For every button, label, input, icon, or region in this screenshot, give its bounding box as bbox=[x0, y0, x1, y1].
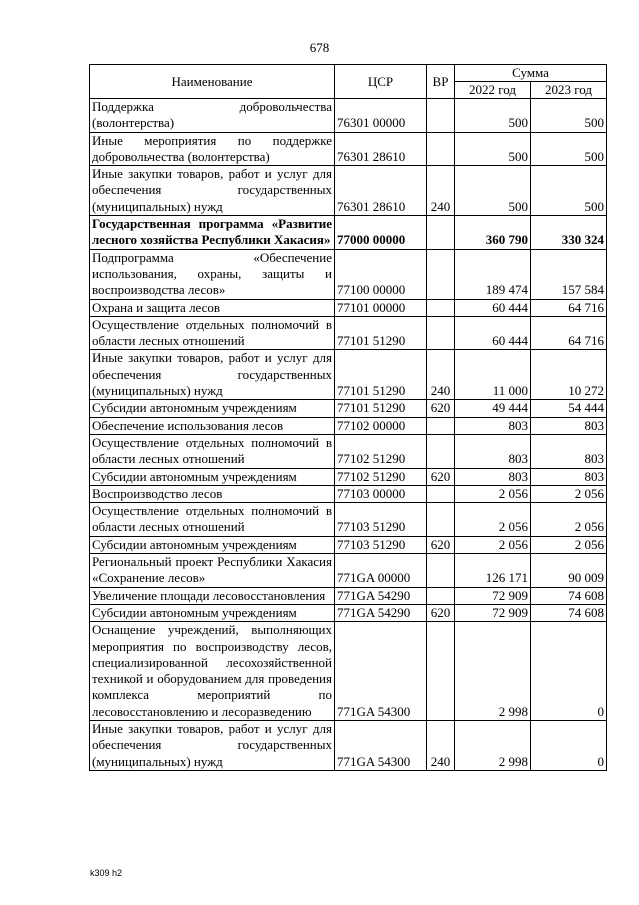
row-vr bbox=[427, 132, 455, 166]
row-vr: 620 bbox=[427, 468, 455, 485]
table-row bbox=[90, 400, 607, 417]
row-name: Иные мероприятия по поддержке добровольчества (волонтерства) bbox=[90, 132, 335, 166]
row-amount-2023: 0 bbox=[531, 720, 607, 770]
table-row bbox=[90, 720, 607, 770]
row-name: Субсидии автономным учреждениям bbox=[90, 536, 335, 553]
budget-table bbox=[89, 64, 607, 771]
row-csr: 77101 51290 bbox=[335, 400, 427, 417]
row-csr: 76301 00000 bbox=[335, 99, 427, 133]
row-vr: 240 bbox=[427, 350, 455, 400]
row-amount-2022: 2 998 bbox=[455, 720, 531, 770]
row-amount-2022: 803 bbox=[455, 417, 531, 434]
row-amount-2022: 72 909 bbox=[455, 604, 531, 621]
row-vr bbox=[427, 503, 455, 537]
row-amount-2022: 2 056 bbox=[455, 536, 531, 553]
row-csr: 77000 00000 bbox=[335, 216, 427, 250]
row-amount-2023: 64 716 bbox=[531, 299, 607, 316]
table-row bbox=[90, 622, 607, 721]
row-amount-2023: 64 716 bbox=[531, 316, 607, 350]
row-csr: 771GA 54290 bbox=[335, 604, 427, 621]
row-name: Государственная программа «Развитие лесного хозяйства Республики Хакасия» bbox=[90, 216, 335, 250]
row-csr: 771GA 54290 bbox=[335, 587, 427, 604]
row-name: Иные закупки товаров, работ и услуг для обеспечения государственных (муниципальных) нужд bbox=[90, 166, 335, 216]
table-row bbox=[90, 166, 607, 216]
row-csr: 77102 00000 bbox=[335, 417, 427, 434]
row-name: Оснащение учреждений, выполняющих мероприятия по воспроизводству лесов, специализированной лесохозяйственной техникой и оборудованием для проведения комплекса мероприятий по лесовосстановлению и лесоразведению bbox=[90, 622, 335, 721]
row-amount-2023: 2 056 bbox=[531, 503, 607, 537]
row-amount-2022: 2 998 bbox=[455, 622, 531, 721]
row-amount-2022: 72 909 bbox=[455, 587, 531, 604]
row-vr bbox=[427, 434, 455, 468]
header-year-2023: 2023 год bbox=[531, 82, 607, 99]
row-amount-2023: 2 056 bbox=[531, 485, 607, 502]
table-row bbox=[90, 99, 607, 133]
row-amount-2022: 803 bbox=[455, 434, 531, 468]
row-csr: 76301 28610 bbox=[335, 166, 427, 216]
row-name: Иные закупки товаров, работ и услуг для обеспечения государственных (муниципальных) нужд bbox=[90, 720, 335, 770]
header-vr: ВР bbox=[427, 65, 455, 99]
row-name: Воспроизводство лесов bbox=[90, 485, 335, 502]
row-amount-2023: 10 272 bbox=[531, 350, 607, 400]
row-amount-2023: 74 608 bbox=[531, 604, 607, 621]
row-vr bbox=[427, 587, 455, 604]
row-amount-2022: 500 bbox=[455, 166, 531, 216]
row-amount-2022: 500 bbox=[455, 99, 531, 133]
row-amount-2023: 0 bbox=[531, 622, 607, 721]
row-vr bbox=[427, 249, 455, 299]
row-vr bbox=[427, 554, 455, 588]
row-amount-2022: 11 000 bbox=[455, 350, 531, 400]
row-amount-2022: 360 790 bbox=[455, 216, 531, 250]
row-name: Субсидии автономным учреждениям bbox=[90, 604, 335, 621]
row-csr: 77103 51290 bbox=[335, 536, 427, 553]
table-body bbox=[90, 99, 607, 771]
row-name: Осуществление отдельных полномочий в области лесных отношений bbox=[90, 316, 335, 350]
row-vr: 240 bbox=[427, 166, 455, 216]
header-csr: ЦСР bbox=[335, 65, 427, 99]
table-row bbox=[90, 417, 607, 434]
row-csr: 77102 51290 bbox=[335, 468, 427, 485]
row-csr: 77103 51290 bbox=[335, 503, 427, 537]
page-number: 678 bbox=[309, 40, 330, 55]
row-csr: 77103 00000 bbox=[335, 485, 427, 502]
row-csr: 77101 51290 bbox=[335, 350, 427, 400]
row-name: Субсидии автономным учреждениям bbox=[90, 468, 335, 485]
row-vr: 620 bbox=[427, 604, 455, 621]
row-amount-2022: 49 444 bbox=[455, 400, 531, 417]
row-amount-2023: 803 bbox=[531, 434, 607, 468]
footer-code: k309 h2 bbox=[90, 868, 123, 878]
row-amount-2022: 189 474 bbox=[455, 249, 531, 299]
row-amount-2022: 60 444 bbox=[455, 316, 531, 350]
row-csr: 771GA 54300 bbox=[335, 622, 427, 721]
row-vr bbox=[427, 417, 455, 434]
row-name: Увеличение площади лесовосстановления bbox=[90, 587, 335, 604]
row-vr bbox=[427, 216, 455, 250]
row-amount-2022: 2 056 bbox=[455, 503, 531, 537]
row-vr bbox=[427, 622, 455, 721]
header-year-2022: 2022 год bbox=[455, 82, 531, 99]
table-row bbox=[90, 536, 607, 553]
row-amount-2022: 60 444 bbox=[455, 299, 531, 316]
row-amount-2022: 500 bbox=[455, 132, 531, 166]
row-amount-2023: 803 bbox=[531, 468, 607, 485]
row-csr: 77101 00000 bbox=[335, 299, 427, 316]
table-row bbox=[90, 316, 607, 350]
header-sum: Сумма bbox=[455, 65, 607, 82]
row-vr bbox=[427, 316, 455, 350]
row-amount-2022: 803 bbox=[455, 468, 531, 485]
row-name: Осуществление отдельных полномочий в области лесных отношений bbox=[90, 434, 335, 468]
row-vr: 620 bbox=[427, 400, 455, 417]
row-amount-2023: 2 056 bbox=[531, 536, 607, 553]
table-row bbox=[90, 434, 607, 468]
row-amount-2023: 500 bbox=[531, 99, 607, 133]
row-csr: 771GA 00000 bbox=[335, 554, 427, 588]
row-amount-2023: 157 584 bbox=[531, 249, 607, 299]
table-row bbox=[90, 587, 607, 604]
row-amount-2023: 330 324 bbox=[531, 216, 607, 250]
row-amount-2022: 2 056 bbox=[455, 485, 531, 502]
row-name: Поддержка добровольчества (волонтерства) bbox=[90, 99, 335, 133]
row-csr: 77101 51290 bbox=[335, 316, 427, 350]
row-amount-2022: 126 171 bbox=[455, 554, 531, 588]
row-name: Иные закупки товаров, работ и услуг для обеспечения государственных (муниципальных) нужд bbox=[90, 350, 335, 400]
row-name: Региональный проект Республики Хакасия «Сохранение лесов» bbox=[90, 554, 335, 588]
table-row bbox=[90, 249, 607, 299]
row-amount-2023: 74 608 bbox=[531, 587, 607, 604]
table-row bbox=[90, 132, 607, 166]
row-vr bbox=[427, 485, 455, 502]
row-csr: 77100 00000 bbox=[335, 249, 427, 299]
table-row bbox=[90, 503, 607, 537]
table-row bbox=[90, 485, 607, 502]
row-csr: 771GA 54300 bbox=[335, 720, 427, 770]
row-amount-2023: 500 bbox=[531, 132, 607, 166]
row-vr: 240 bbox=[427, 720, 455, 770]
header-name: Наименование bbox=[90, 65, 335, 99]
row-name: Обеспечение использования лесов bbox=[90, 417, 335, 434]
row-amount-2023: 54 444 bbox=[531, 400, 607, 417]
row-amount-2023: 90 009 bbox=[531, 554, 607, 588]
row-name: Подпрограмма «Обеспечение использования, охраны, защиты и воспроизводства лесов» bbox=[90, 249, 335, 299]
row-vr bbox=[427, 299, 455, 316]
table-row bbox=[90, 554, 607, 588]
row-vr: 620 bbox=[427, 536, 455, 553]
row-csr: 76301 28610 bbox=[335, 132, 427, 166]
row-name: Субсидии автономным учреждениям bbox=[90, 400, 335, 417]
table-row bbox=[90, 350, 607, 400]
row-amount-2023: 803 bbox=[531, 417, 607, 434]
table-row bbox=[90, 604, 607, 621]
row-csr: 77102 51290 bbox=[335, 434, 427, 468]
row-vr bbox=[427, 99, 455, 133]
row-name: Осуществление отдельных полномочий в области лесных отношений bbox=[90, 503, 335, 537]
table-row bbox=[90, 299, 607, 316]
table-row bbox=[90, 468, 607, 485]
row-name: Охрана и защита лесов bbox=[90, 299, 335, 316]
table-row bbox=[90, 216, 607, 250]
row-amount-2023: 500 bbox=[531, 166, 607, 216]
